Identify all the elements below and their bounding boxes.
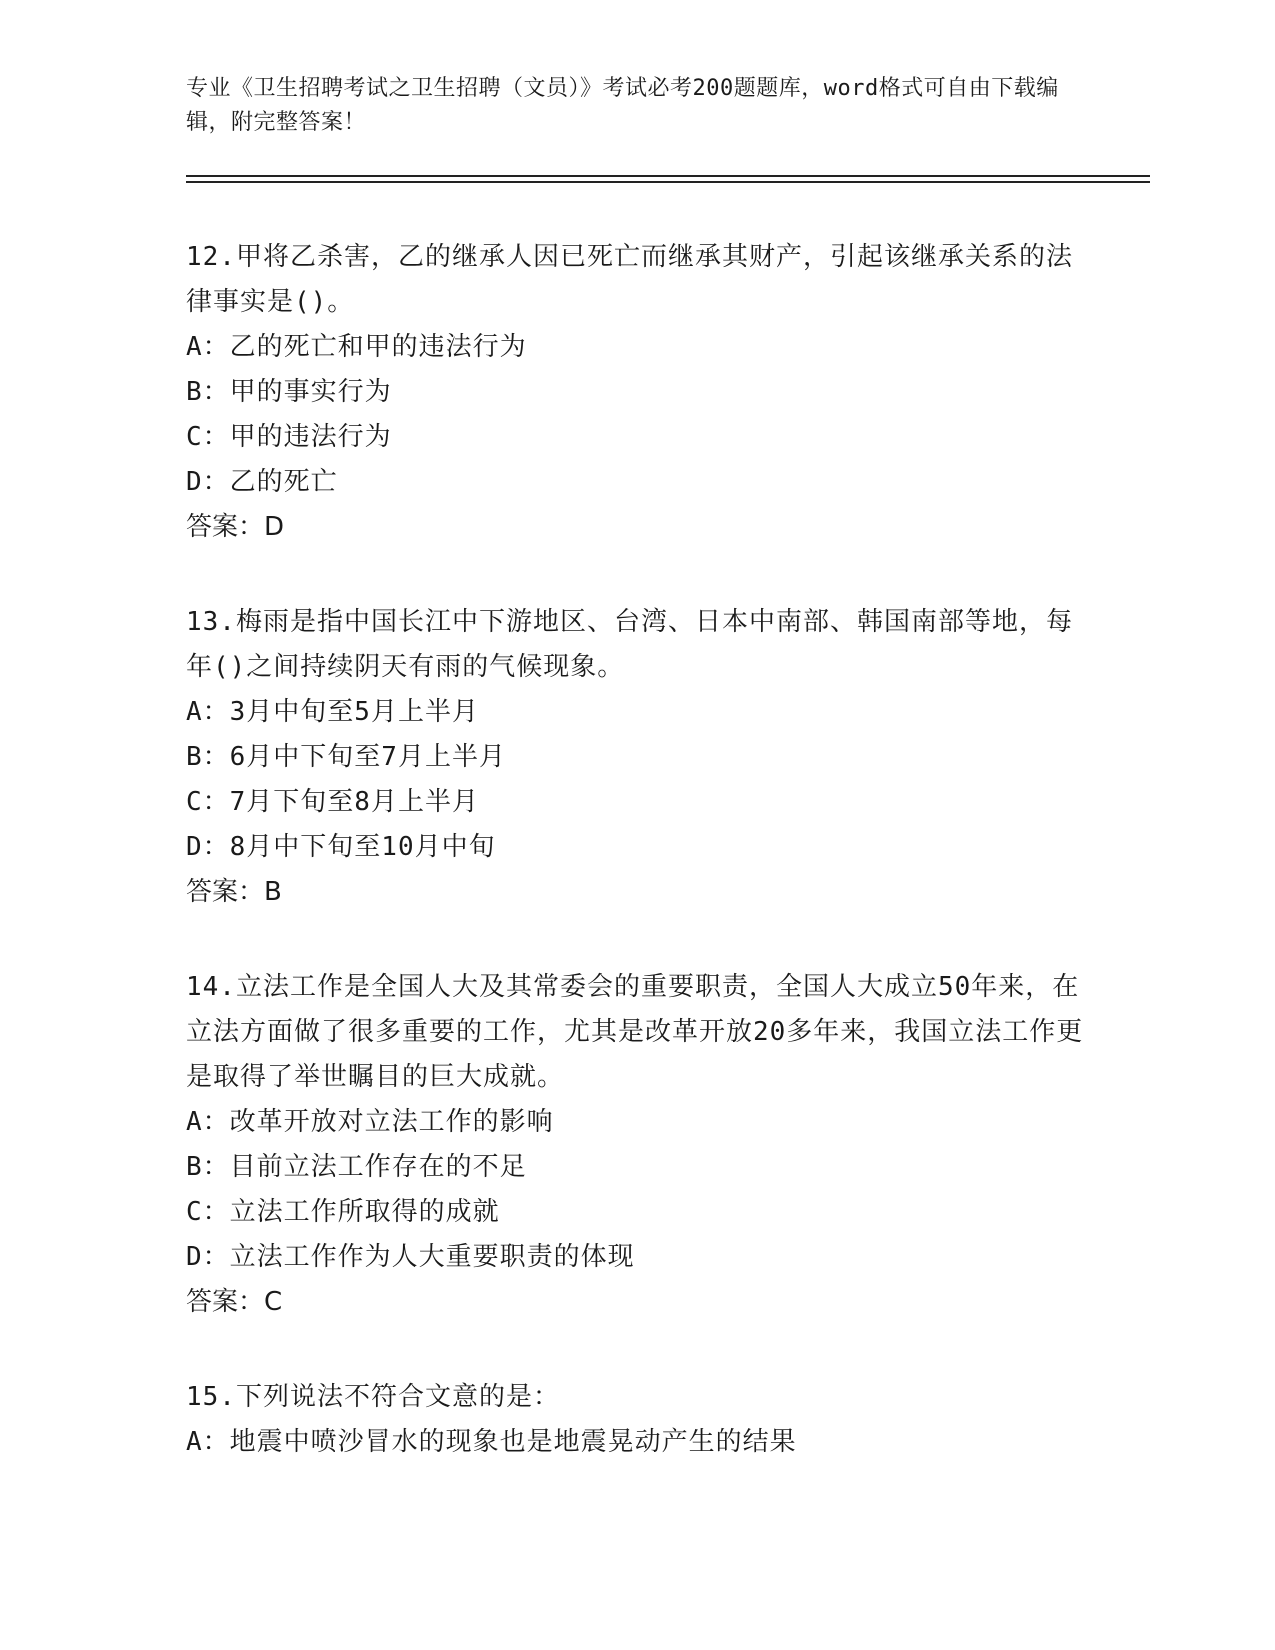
question-stem: 12.甲将乙杀害，乙的继承人因已死亡而继承其财产，引起该继承关系的法律事实是()。 (186, 242, 1073, 317)
option-a: A：3月中旬至5月上半月 (186, 697, 479, 727)
option-a: A：改革开放对立法工作的影响 (186, 1107, 554, 1137)
option-c: C：立法工作所取得的成就 (186, 1197, 500, 1227)
header-divider-top (186, 175, 1150, 177)
option-d: D：立法工作作为人大重要职责的体现 (186, 1242, 635, 1272)
question-stem: 14.立法工作是全国人大及其常委会的重要职责，全国人大成立50年来，在立法方面做了很多重要的工作，尤其是改革开放20多年来，我国立法工作更是取得了举世瞩目的巨大成就。 (186, 972, 1084, 1092)
option-a: A：乙的死亡和甲的违法行为 (186, 332, 527, 362)
answer: 答案：D (186, 512, 285, 542)
option-c: C：甲的违法行为 (186, 422, 392, 452)
option-b: B：6月中下旬至7月上半月 (186, 742, 506, 772)
header-divider-bottom (186, 181, 1150, 183)
option-c: C：7月下旬至8月上半月 (186, 787, 479, 817)
answer: 答案：B (186, 877, 282, 907)
question-stem: 13.梅雨是指中国长江中下游地区、台湾、日本中南部、韩国南部等地，每年()之间持续阴天有雨的气候现象。 (186, 607, 1073, 682)
option-b: B：目前立法工作存在的不足 (186, 1152, 527, 1182)
question-12 (186, 235, 1086, 550)
question-14 (186, 965, 1086, 1325)
option-d: D：8月中下旬至10月中旬 (186, 832, 496, 862)
question-13 (186, 600, 1086, 915)
option-b: B：甲的事实行为 (186, 377, 392, 407)
document-header: 专业《卫生招聘考试之卫生招聘（文员）》考试必考200题题库，word格式可自由下载编辑，附完整答案！ (186, 76, 1059, 135)
option-a: A：地震中喷沙冒水的现象也是地震晃动产生的结果 (186, 1427, 797, 1457)
question-15 (186, 1375, 1086, 1465)
question-stem: 15.下列说法不符合文意的是： (186, 1382, 560, 1412)
answer: 答案：C (186, 1287, 283, 1317)
option-d: D：乙的死亡 (186, 467, 338, 497)
